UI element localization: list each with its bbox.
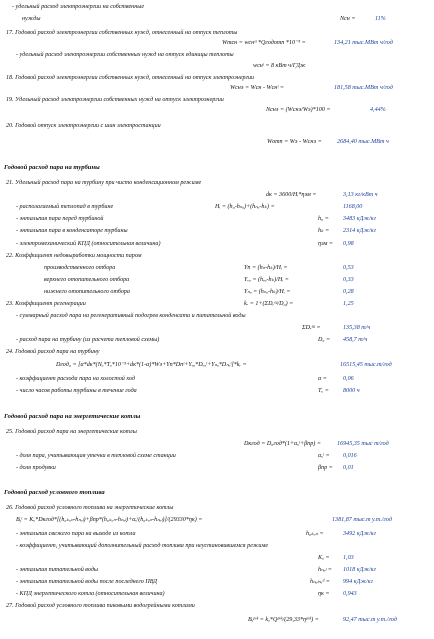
formula-label: Tᵤ = [318, 388, 329, 394]
text-line: - КПД энергетического котла (относительная величина) [16, 591, 165, 597]
value: 3,13 кг/кВт ч [343, 192, 378, 198]
value: 181,58 тыс.МВт ч/год [334, 85, 393, 91]
formula-label: Nсн = [340, 16, 356, 22]
formula-label: Nснэ = (Wснэ/Wэ)*100 = [266, 107, 331, 113]
value: 2314 кДж/кг [343, 228, 377, 234]
text-line: 25. Годовой расход пара на энергетические котлы [6, 429, 137, 435]
value: 0,943 [343, 591, 357, 597]
formula-label: ηк = [318, 591, 330, 597]
text-line: - энтальпия питательной воды после последнего ПВД [16, 579, 157, 585]
value: 1381,87 тыс.т у.т./год [332, 517, 392, 523]
formula-label: ηэм = [318, 241, 334, 247]
formula-label: hₙₒₗ = [318, 567, 332, 573]
section-heading: Годовой расход условного топлива [4, 489, 105, 496]
formula-label: Wтсн = wснˢᵗ *Qгодотп *10⁻³ = [222, 40, 306, 46]
text-line: 19. Удельный расход электроэнергии собственных нужд на отпуск электроэнергии [6, 97, 224, 103]
formula-label: h₀ = [318, 216, 329, 222]
formula-label: dк = 3600/Hᵢ*ηэм = [266, 192, 317, 198]
formula-line: Dгод₀ = [α*dк*(Nᵤ*Tᵤ*10⁻³+dк*(1-α)*Wэ+Yп*Dпᵗ+Yᵥₒ*Dᵥₒᵗ+Yₙₒ*Dₙₒᵗ]*kᵣ = [56, 362, 247, 368]
text-line: 21. Удельный расход пара на турбину при чисто конденсационном режиме [6, 180, 202, 186]
value: 92,47 тыс.т у.т./год [343, 617, 397, 623]
formula-label: Hᵢ = (h₀-hₙₒ)+(hₙₒ-hₖ) = [215, 204, 275, 210]
formula-label: Dкгод = D₀год*(1+αᵤᵗ+βпр) = [244, 441, 321, 447]
value: 134,21 тыс.МВт ч/год [334, 40, 393, 46]
text-line: 27. Годовой расход условного топлива пиковыми водогрейными котлами [6, 603, 195, 609]
text-line: - доля пара, учитывающая утечки в тепловой схеме станции [16, 453, 176, 459]
text-line: нужды [22, 16, 41, 22]
formula-label: Wотп = Wэ - Wснэ = [267, 139, 322, 145]
value: 0,28 [343, 289, 354, 295]
text-line: 20. Годовой отпуск электроэнергии с шин электростанции [6, 123, 161, 129]
text-line: - доля продувки [16, 465, 56, 471]
value: 0,016 [343, 453, 357, 459]
text-line: - энтальпия пара перед турбиной [16, 216, 104, 222]
value: 16515,45 тыс.т/год [340, 362, 392, 368]
value: 0,33 [343, 277, 354, 283]
formula-label: wснᵗ = 8 кВт ч/ГДж [253, 63, 306, 69]
formula-label: Yп = (hₙ-hₖ)/Hᵢ = [244, 265, 288, 271]
text-line: - коэффициент расхода пара на холостой ход [16, 376, 135, 382]
value: 1018 кДж/кг [343, 567, 377, 573]
formula-label: Kᵤ = [318, 555, 330, 561]
value: 0,98 [343, 241, 354, 247]
formula-label: α = [318, 376, 327, 382]
text-line: - электромеханический КПД (относительная величина) [16, 241, 161, 247]
text-line: - располагаемый теплопад в турбине [16, 204, 114, 210]
formula-label: ΣDᵣᵉᵍ = [302, 325, 321, 331]
formula-label: hₖ = [318, 228, 330, 234]
value: 0,01 [343, 465, 354, 471]
text-line: - энтальпия свежего пара на выходе из котла [16, 531, 136, 537]
formula-label: h₀ₖₒₙ = [306, 531, 324, 537]
formula-label: αᵤᵗ = [318, 453, 330, 459]
value: 1,25 [343, 301, 354, 307]
value: 1,03 [343, 555, 354, 561]
text-line: 26. Годовой расход условного топлива на энергетические котлы [6, 505, 174, 511]
text-line: - коэффициент, учитывающий дополнительный расход топлива при неустановившемся режиме [16, 543, 269, 549]
text-line: 23. Коэффициент регенерации [6, 301, 86, 307]
value: 3492 кДж/кг [343, 531, 377, 537]
value: 0,53 [343, 265, 354, 271]
value: 8000 ч [343, 388, 360, 394]
value: 16945,35 тыс т/год [337, 441, 389, 447]
text-line: - число часов работы турбины в течение года [16, 388, 137, 394]
formula-label: hₙₒₗₙᵥᵈ = [310, 579, 330, 585]
formula-label: Yₙₒ = (hₙₒ-hₖ)/Hᵢ = [244, 289, 291, 295]
formula-label: kᵣ = 1+(ΣDᵣᵉᵍ/D₀) = [244, 301, 294, 307]
value: 11% [375, 16, 386, 22]
value: 3483 кДж/кг [343, 216, 377, 222]
text-line: 24. Годовой расход пара на турбину [6, 349, 100, 355]
value: 0,06 [343, 376, 354, 382]
formula-label: Wснэ = Wсн - Wснᵗ = [230, 85, 284, 91]
text-line: 17. Годовой расход электроэнергии собственных нужд, отнесенный на отпуск теплоты [6, 30, 238, 36]
text-line: - суммарный расход пара на регенеративный подогрев конденсата и питательной воды [16, 313, 246, 319]
text-line: - удельный расход электроэнергии на собственные [12, 4, 145, 10]
value: 458,7 т/ч [343, 337, 368, 343]
text-line: - энтальпия питательной воды [16, 567, 99, 573]
value: 1168,00 [343, 204, 363, 210]
text-line: производственного отбора [44, 265, 116, 271]
section-heading: Годовой расход пара на энергетические котлы [4, 413, 141, 420]
value: 2684,40 тыс.МВт ч [337, 139, 389, 145]
formula-label: Yᵥₒ = (hᵥₒ-hₖ)/Hᵢ = [244, 277, 289, 283]
text-line: нижнего отопительного отбора [44, 289, 130, 295]
text-line: - удельный расход электроэнергии собственных нужд на отпуск единицы теплоты [16, 52, 234, 58]
text-line: - расход пара на турбину (из расчета тепловой схемы) [16, 337, 160, 343]
section-heading: Годовой расход пара на турбины [4, 164, 100, 171]
formula-label: D₀ = [318, 337, 331, 343]
value: 994 кДж/кг [343, 579, 373, 585]
value: 135,38 т/ч [343, 325, 371, 331]
formula-label: βпр = [318, 465, 333, 471]
text-line: 22. Коэффициент недовыработки мощности паром [6, 253, 142, 259]
text-line: верхнего отопительного отбора [44, 277, 130, 283]
text-line: - энтальпия пара в конденсаторе турбины [16, 228, 128, 234]
value: 4,44% [370, 107, 386, 113]
text-line: 18. Годовой расход электроэнергии собственных нужд, отнесенный на отпуск электроэнергии [6, 75, 255, 81]
formula-label: Bᵧᵖᵛᵏ = kᵤ*Qᵖᵛᵏ/(29,33*ηᵖᵛᵏ) = [248, 617, 319, 623]
formula-line: Bᵧᵗ = Kᵤ*Dкгод*[(h₀ₖₒₙ-hₙₒₗ)+βпр*(h₀ₖₒₙ-hₙₒₗ)+αᵤᵗ(h₀ₖₒₙ-hₙₒₗ)]/(29330*ηк) = [16, 517, 203, 523]
